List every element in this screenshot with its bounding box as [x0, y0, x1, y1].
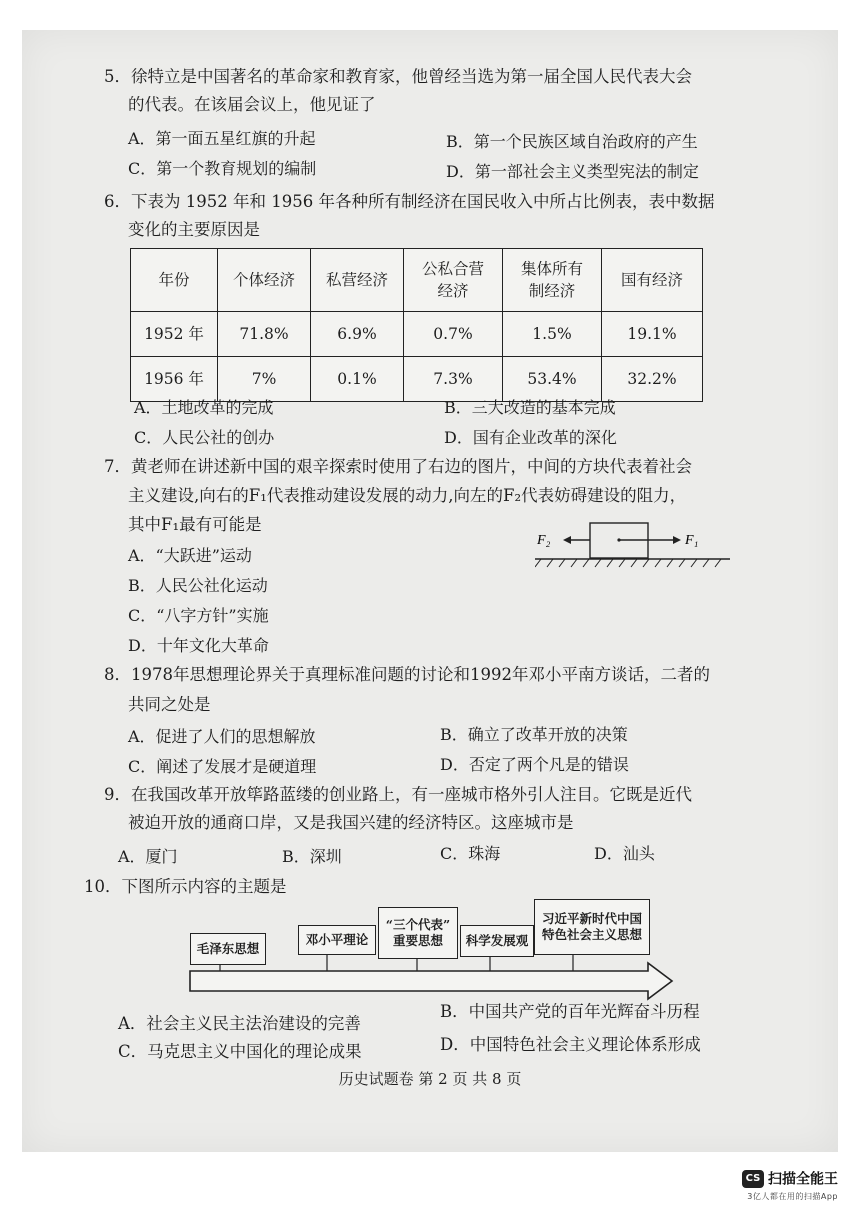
q9-stem-line1: 9．在我国改革开放筚路蓝缕的创业路上，有一座城市格外引人注目。它既是近代	[104, 785, 692, 804]
camscanner-badge	[742, 1168, 838, 1202]
table-cell: 53.4%	[503, 357, 602, 402]
q5-option-d: D．第一部社会主义类型宪法的制定	[446, 162, 699, 181]
table-header-row	[131, 249, 703, 312]
q10-option-a: A．社会主义民主法治建设的完善	[118, 1014, 361, 1033]
q9-stem-line2: 被迫开放的通商口岸，又是我国兴建的经济特区。这座城市是	[128, 813, 574, 832]
table-row	[131, 357, 703, 402]
camscanner-logo-icon: CS	[742, 1170, 764, 1188]
timeline-box-three-represents: “三个代表” 重要思想	[378, 907, 458, 959]
q7-stem-line1: 7．黄老师在讲述新中国的艰辛探索时使用了右边的图片，中间的方块代表着社会	[104, 457, 692, 476]
table-cell: 1956 年	[131, 357, 218, 402]
table-header-cell: 私营经济	[311, 249, 404, 312]
table-header-cell: 集体所有 制经济	[503, 249, 602, 312]
q7-stem-line3: 其中F₁最有可能是	[128, 515, 262, 534]
table-cell: 19.1%	[602, 312, 703, 357]
q6-option-a: A．土地改革的完成	[134, 398, 274, 417]
camscanner-tagline: 3亿人都在用的扫描App	[747, 1191, 838, 1201]
q5-stem-line1: 5．徐特立是中国著名的革命家和教育家，他曾经当选为第一届全国人民代表大会	[104, 67, 692, 86]
q7-option-a: A．“大跃进”运动	[128, 546, 252, 565]
q6-data-table	[130, 248, 703, 402]
q7-stem-line2: 主义建设,向右的F₁代表推动建设发展的动力,向左的F₂代表妨碍建设的阻力，	[128, 486, 687, 505]
f1-label: F₁	[685, 533, 699, 548]
table-cell: 1.5%	[503, 312, 602, 357]
table-cell: 71.8%	[218, 312, 311, 357]
timeline-box-deng: 邓小平理论	[298, 925, 376, 955]
table-header-cell: 公私合营 经济	[404, 249, 503, 312]
q8-option-d: D．否定了两个凡是的错误	[440, 755, 629, 774]
table-cell: 0.7%	[404, 312, 503, 357]
q6-option-d: D．国有企业改革的深化	[444, 428, 617, 447]
q9-option-d: D．汕头	[594, 844, 655, 863]
f2-label: F₂	[537, 533, 551, 548]
ground-hatching	[535, 559, 721, 567]
f2-arrowhead	[563, 536, 571, 544]
table-header-cell: 年份	[131, 249, 218, 312]
theory-timeline	[180, 895, 680, 1005]
q10-stem: 10．下图所示内容的主题是	[84, 877, 287, 896]
timeline-box-scientific-outlook: 科学发展观	[460, 925, 534, 957]
q10-option-c: C．马克思主义中国化的理论成果	[118, 1042, 362, 1061]
table-header-cell: 国有经济	[602, 249, 703, 312]
q6-option-c: C．人民公社的创办	[134, 428, 275, 447]
q10-option-b: B．中国共产党的百年光辉奋斗历程	[440, 1002, 700, 1021]
q8-option-c: C．阐述了发展才是硬道理	[128, 757, 317, 776]
f1-arrowhead	[673, 536, 681, 544]
q9-option-b: B．深圳	[282, 847, 342, 866]
table-cell: 6.9%	[311, 312, 404, 357]
q10-option-d: D．中国特色社会主义理论体系形成	[440, 1035, 701, 1054]
table-cell: 7%	[218, 357, 311, 402]
q9-option-a: A．厦门	[118, 847, 178, 866]
table-row	[131, 312, 703, 357]
q6-option-b: B．三大改造的基本完成	[444, 398, 616, 417]
table-cell: 7.3%	[404, 357, 503, 402]
q7-option-c: C．“八字方针”实施	[128, 606, 269, 625]
q8-option-a: A．促进了人们的思想解放	[128, 727, 316, 746]
q8-option-b: B．确立了改革开放的决策	[440, 725, 628, 744]
page-footer: 历史试题卷 第 2 页 共 8 页	[338, 1070, 522, 1088]
q5-stem-line2: 的代表。在该届会议上，他见证了	[128, 95, 376, 114]
q5-option-b: B．第一个民族区域自治政府的产生	[446, 132, 698, 151]
force-diagram	[535, 520, 735, 576]
q7-option-d: D．十年文化大革命	[128, 636, 269, 655]
q8-stem-line1: 8．1978年思想理论界关于真理标准问题的讨论和1992年邓小平南方谈话，二者的	[104, 665, 710, 684]
q5-option-c: C．第一个教育规划的编制	[128, 159, 317, 178]
q7-option-b: B．人民公社化运动	[128, 576, 268, 595]
q6-stem-line1: 6．下表为 1952 年和 1956 年各种所有制经济在国民收入中所占比例表，表中数据	[104, 192, 715, 211]
table-cell: 0.1%	[311, 357, 404, 402]
table-header-cell: 个体经济	[218, 249, 311, 312]
q5-option-a: A．第一面五星红旗的升起	[128, 129, 316, 148]
table-cell: 32.2%	[602, 357, 703, 402]
q6-stem-line2: 变化的主要原因是	[128, 220, 260, 239]
timeline-box-xi-thought: 习近平新时代中国 特色社会主义思想	[534, 899, 650, 955]
table-cell: 1952 年	[131, 312, 218, 357]
camscanner-name: 扫描全能王	[768, 1171, 838, 1188]
timeline-box-mao: 毛泽东思想	[190, 933, 266, 965]
q9-option-c: C．珠海	[440, 844, 501, 863]
q8-stem-line2: 共同之处是	[128, 695, 211, 714]
